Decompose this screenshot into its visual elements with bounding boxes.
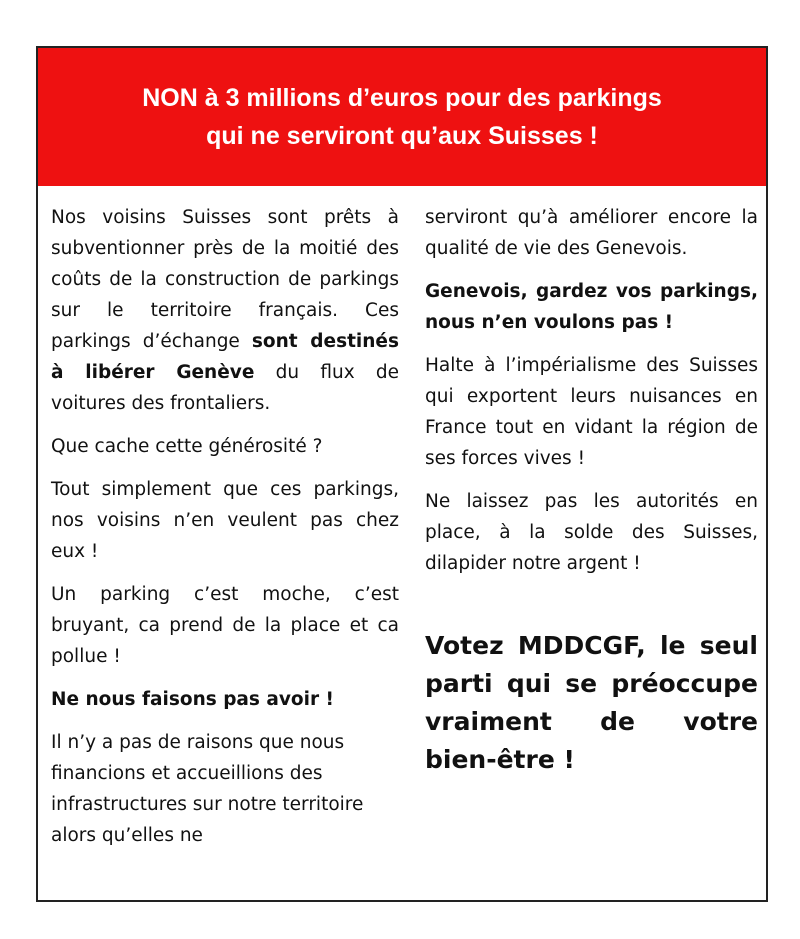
paragraph-question: Que cache cette générosité ? [51, 436, 323, 457]
paragraph-warning: Ne nous faisons pas avoir ! [51, 689, 334, 710]
paragraph-parking: Un parking c’est moche, c’est bruyant, ca prend de la place et ca pollue ! [51, 584, 399, 667]
vote-call: Votez MDDCGF, le seul parti qui se préoccupe vraiment de votre bien-être ! [425, 631, 758, 774]
paragraph-imperialism: Halte à l’impérialisme des Suisses qui exportent leurs nuisances en France tout en vidant la région de ses forces vives ! [425, 355, 758, 469]
paragraph-answer: Tout simplement que ces parkings, nos voisins n’en veulent pas chez eux ! [51, 479, 399, 562]
right-column [425, 202, 758, 791]
paragraph-intro [51, 202, 399, 419]
left-column [51, 202, 399, 863]
headline-line-1: NON à 3 millions d’euros pour des parkings [142, 84, 662, 112]
paragraph-genevois: Genevois, gardez vos parkings, nous n’en voulons pas ! [425, 281, 758, 333]
paragraph-authorities: Ne laissez pas les autorités en place, à la solde des Suisses, dilapider notre argent ! [425, 491, 758, 574]
paragraph-continuation: serviront qu’à améliorer encore la qualité de vie des Genevois. [425, 207, 758, 259]
intro-text-bold: sont destinés à libérer Genève [51, 331, 399, 383]
flyer [36, 46, 768, 902]
headline-line-2: qui ne serviront qu’aux Suisses ! [206, 122, 598, 150]
intro-text-a: Nos voisins Suisses sont prêts à subventionner près de la moitié des coûts de la construction de parkings sur le territoire français. Ces parkings d’échange [51, 207, 399, 352]
intro-text-b: du flux de voitures des frontaliers. [51, 362, 399, 414]
paragraph-infrastructure: Il n’y a pas de raisons que nous financions et accueillions des infrastructures sur notre territoire alors qu’elles ne [51, 732, 364, 846]
header-banner [38, 48, 766, 186]
